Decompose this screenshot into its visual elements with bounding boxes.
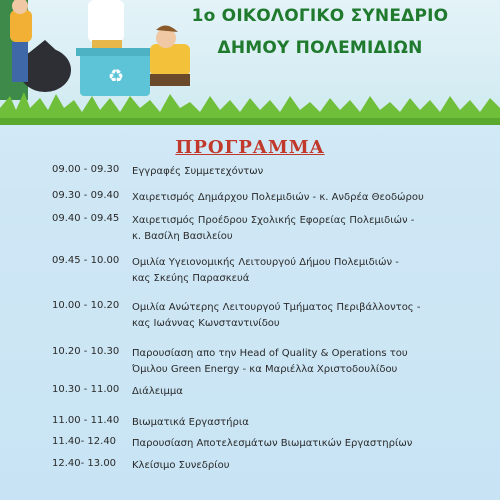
schedule-line1: Βιωματικά Εργαστήρια (132, 417, 249, 428)
schedule-description (132, 436, 472, 452)
schedule-time: 09.30 - 09.40 (52, 190, 120, 201)
program-heading: ΠΡΟΓΡΑΜΜΑ (175, 137, 325, 158)
schedule-time: 11.40- 12.40 (52, 436, 117, 447)
conference-title: 1ο ΟΙΚΟΛΟΓΙΚΟ ΣΥΝΕΔΡΙΟ (191, 6, 449, 26)
schedule-line1: Παρουσίαση απο την Head of Quality & Operations του (132, 348, 408, 359)
schedule-line1: Ομιλία Υγειονομικής Λειτουργού Δήμου Πολεμιδιών - (132, 257, 399, 268)
schedule-line1: Χαιρετισμός Προέδρου Σχολικής Εφορείας Πολεμιδιών - (132, 215, 415, 226)
schedule-line2: κ. Βασίλη Βασιλείου (132, 231, 233, 242)
schedule-line2: κας Ιωάννας Κωνσταντινίδου (132, 318, 280, 329)
schedule-description (132, 458, 472, 474)
schedule-time: 09.40 - 09.45 (52, 213, 120, 224)
schedule-line1: Χαιρετισμός Δημάρχου Πολεμιδιών - κ. Ανδρέα Θεοδώρου (132, 192, 424, 203)
schedule-line2: κας Σκεύης Παρασκευά (132, 273, 250, 284)
grass-decoration (0, 78, 500, 125)
schedule-description (132, 384, 472, 400)
schedule-description (132, 300, 472, 332)
header-banner (0, 0, 500, 125)
municipality-title: ΔΗΜΟΥ ΠΟΛΕΜΙΔΙΩΝ (217, 38, 423, 58)
schedule-line1: Εγγραφές Συμμετεχόντων (132, 166, 264, 177)
schedule-line1: Ομιλία Ανώτερης Λειτουργού Τμήματος Περιβάλλοντος - (132, 302, 421, 313)
schedule-description (132, 255, 472, 287)
schedule-description (132, 346, 472, 378)
schedule-line1: Διάλειμμα (132, 386, 183, 397)
schedule-line1: Κλείσιμο Συνεδρίου (132, 460, 230, 471)
schedule-line2: Όμιλου Green Energy - κα Μαριέλλα Χριστοδουλίδου (132, 364, 398, 375)
schedule-description (132, 190, 472, 206)
schedule-description (132, 213, 472, 245)
schedule-time: 09.45 - 10.00 (52, 255, 120, 266)
schedule-description (132, 164, 472, 180)
schedule-line1: Παρουσίαση Αποτελεσμάτων Βιωματικών Εργαστηρίων (132, 438, 413, 449)
schedule-time: 10.00 - 10.20 (52, 300, 120, 311)
schedule-time: 09.00 - 09.30 (52, 164, 120, 175)
schedule-time: 10.20 - 10.30 (52, 346, 120, 357)
schedule-time: 11.00 - 11.40 (52, 415, 120, 426)
schedule-description (132, 415, 472, 431)
schedule-time: 12.40- 13.00 (52, 458, 117, 469)
schedule-time: 10.30 - 11.00 (52, 384, 120, 395)
svg-text:♻: ♻ (108, 66, 125, 87)
